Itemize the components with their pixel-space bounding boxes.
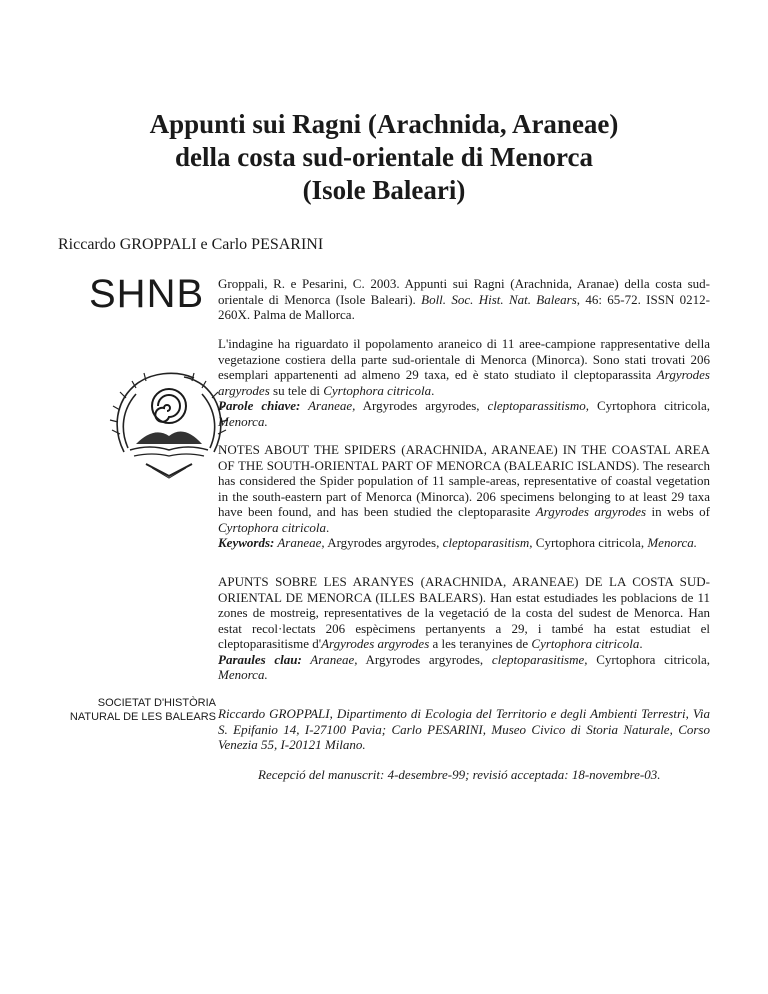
abstract-text-part: su tele di <box>269 382 324 398</box>
abstract-text-part: L'indagine ha riguardato il popolamento araneico di 11 aree-campione rappresentative della vegetazione costiera della parte sud-orientale di Menorca (Minorca). Sono stati trovati 206 esemplari appartenenti ad almeno 29 taxa, ed è stato studiato il cleptoparassita <box>218 336 710 382</box>
keyword: Cyrtophora citricola, <box>532 535 648 550</box>
keyword: Araneae, <box>274 535 325 550</box>
title-line-1: Appunti sui Ragni (Arachnida, Araneae) <box>149 109 619 139</box>
abstract-english <box>218 442 710 551</box>
species-name: Cyrtophora citricola <box>218 519 326 535</box>
species-name: Cyrtophora citricola <box>531 636 640 651</box>
keywords-label: Paraules clau: <box>218 651 302 667</box>
keyword: cleptoparassitismo, <box>487 398 589 413</box>
citation-volume-issn: , 46: 65-72. ISSN 0212-260X. Palma de Mallorca. <box>218 291 710 322</box>
abstract-catalan <box>218 574 710 683</box>
keyword: cleptoparasitisme, <box>491 651 588 667</box>
keyword: Argyrodes argyrodes, <box>324 535 443 550</box>
keyword: Menorca. <box>218 413 268 429</box>
abstract-italian-text <box>218 336 710 398</box>
keyword: cleptoparasitism, <box>442 535 533 550</box>
abstract-text-part: NOTES ABOUT THE SPIDERS (ARACHNIDA, ARANEAE) IN THE COASTAL AREA OF THE SOUTH-ORIENTAL PART OF MENORCA (BALEARIC ISLANDS). The research has considered the Spider population of 11 sample-areas, representative of coastal vegetation in the south-eastern part of Menorca (Minorca). 206 specimens belonging to at least 29 taxa have been found, and has been studied the cleptoparasite <box>218 442 710 519</box>
keywords-catalan <box>218 652 710 683</box>
keywords-english <box>218 535 710 551</box>
keyword: Menorca. <box>218 667 268 682</box>
abstract-text-part: APUNTS SOBRE LES ARANYES (ARACHNIDA, ARANEAE) DE LA COSTA SUD-ORIENTAL DE MENORCA (ILLES BALEARS). Han estat estudiades les poblacions de 11 zones de mostreig, representatives de la vegetació de la costa del sudest de Menorca. Han estat recol·lectats 206 espècimens pertanyents a 29, i també ha estat estudiat el cleptoparasitisme d' <box>218 574 710 651</box>
abstract-text-part: . <box>639 636 643 651</box>
shell-landscape-emblem-icon <box>106 364 232 482</box>
abstract-english-text <box>218 442 710 535</box>
species-name: Argyrodes argyrodes <box>321 636 430 651</box>
keyword: Cyrtophora citricola, <box>588 398 710 413</box>
citation-authors-title: Groppali, R. e Pesarini, C. 2003. Appunti sui Ragni (Arachnida, Aranae) della costa sud-orientale di Menorca (Isole Baleari). <box>218 276 710 307</box>
society-name-line-1: SOCIETAT D'HISTÒRIA <box>97 697 216 709</box>
title-line-3: (Isole Baleari) <box>302 175 466 205</box>
abstract-text-part: . <box>325 519 330 535</box>
abstract-catalan-text <box>218 574 710 652</box>
abstract-text-part: . <box>431 382 435 398</box>
logo-abbreviation: SHNB <box>89 272 205 316</box>
species-name: Cyrtophora citricola <box>323 382 432 398</box>
authors: Riccardo GROPPALI e Carlo PESARINI <box>58 236 324 253</box>
keywords-label: Keywords: <box>218 535 275 550</box>
keyword: Araneae, <box>301 651 358 667</box>
keyword: Menorca. <box>647 535 698 550</box>
society-name <box>56 696 216 724</box>
paper-title <box>60 108 708 207</box>
keyword: Araneae, <box>300 398 356 413</box>
species-name: Argyrodes argyrodes <box>535 504 647 519</box>
society-name-line-2: NATURAL DE LES BALEARS <box>69 711 216 723</box>
keywords-label: Parole chiave: <box>218 398 301 413</box>
keyword: Argyrodes argyrodes, <box>357 651 492 667</box>
citation-journal: Boll. Soc. Hist. Nat. Balears <box>421 291 577 307</box>
title-line-2: della costa sud-orientale di Menorca <box>175 142 593 172</box>
abstract-text-part: in webs of <box>646 504 710 519</box>
received-dates: Recepció del manuscrit: 4-desembre-99; revisió acceptada: 18-novembre-03. <box>258 767 661 782</box>
keyword: Argyrodes argyrodes, <box>355 398 488 413</box>
abstract-text-part: a les teranyines de <box>429 636 532 651</box>
citation <box>218 276 710 323</box>
species-name: Argyrodes argyrodes <box>218 367 710 398</box>
author-affiliations: Riccardo GROPPALI, Dipartimento di Ecologia del Territorio e degli Ambienti Terrestri, Via S. Epifanio 14, I-27100 Pavia; Carlo PESARINI, Museo Civico di Storia Naturale, Corso Venezia 55, I-20121 Milano. <box>218 706 710 752</box>
keyword: Cyrtophora citricola, <box>587 651 710 667</box>
abstract-italian <box>218 336 710 429</box>
keywords-italian <box>218 398 710 429</box>
